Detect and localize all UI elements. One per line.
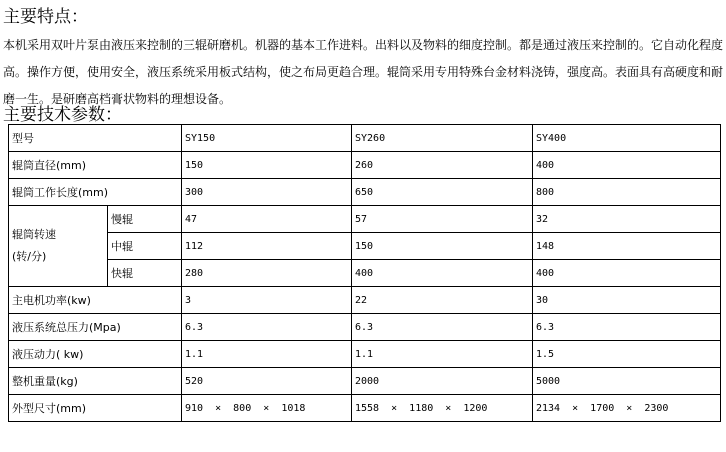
table-row [9, 206, 721, 233]
hydraulic-pressure-label: 液压系统总压力(Mpa) [9, 314, 182, 341]
table-row [9, 260, 721, 287]
model-cell: SY400 [533, 125, 721, 152]
model-cell: SY260 [352, 125, 533, 152]
slow-speed-cell: 47 [182, 206, 352, 233]
fast-speed-cell: 280 [182, 260, 352, 287]
table-row [9, 287, 721, 314]
diameter-cell: 400 [533, 152, 721, 179]
table-row [9, 395, 721, 422]
spec-table [8, 124, 721, 422]
dimensions-label: 外型尺寸(mm) [9, 395, 182, 422]
mid-speed-cell: 112 [182, 233, 352, 260]
diameter-cell: 150 [182, 152, 352, 179]
table-row [9, 152, 721, 179]
dimensions-cell: 2134 × 1700 × 2300 [533, 395, 721, 422]
fast-roller-label: 快辊 [108, 260, 182, 287]
fast-speed-cell: 400 [533, 260, 721, 287]
length-label: 辊筒工作长度(mm) [9, 179, 182, 206]
hydraulic-power-cell: 1.5 [533, 341, 721, 368]
dimensions-cell: 1558 × 1180 × 1200 [352, 395, 533, 422]
table-row [9, 179, 721, 206]
features-heading: 主要特点： [3, 7, 88, 27]
diameter-cell: 260 [352, 152, 533, 179]
weight-cell: 520 [182, 368, 352, 395]
motor-power-cell: 3 [182, 287, 352, 314]
motor-power-cell: 30 [533, 287, 721, 314]
speed-label-line1: 辊筒转速 [12, 228, 56, 241]
table-row [9, 125, 721, 152]
length-cell: 300 [182, 179, 352, 206]
hydraulic-power-cell: 1.1 [182, 341, 352, 368]
mid-speed-cell: 150 [352, 233, 533, 260]
table-row [9, 341, 721, 368]
mid-roller-label: 中辊 [108, 233, 182, 260]
hydraulic-pressure-cell: 6.3 [352, 314, 533, 341]
fast-speed-cell: 400 [352, 260, 533, 287]
weight-cell: 2000 [352, 368, 533, 395]
slow-speed-cell: 57 [352, 206, 533, 233]
hydraulic-pressure-cell: 6.3 [182, 314, 352, 341]
features-paragraph: 本机采用双叶片泵由液压来控制的三辊研磨机。机器的基本工作进料。出料以及物料的细度控制。都是通过液压来控制的。它自动化程度高。操作方便，使用安全，液压系统采用板式结构，使之布局更趋合理。辊筒采用专用特殊台金材料浇铸，强度高。表面具有高硬度和耐磨一生。是研磨高档膏状物料的理想设备。 [3, 38, 724, 106]
specs-heading: 主要技术参数： [3, 105, 122, 125]
speed-label-line2: (转/分) [12, 250, 47, 263]
table-row [9, 368, 721, 395]
dimensions-cell: 910 × 800 × 1018 [182, 395, 352, 422]
length-cell: 800 [533, 179, 721, 206]
model-cell: SY150 [182, 125, 352, 152]
mid-speed-cell: 148 [533, 233, 721, 260]
hydraulic-pressure-cell: 6.3 [533, 314, 721, 341]
motor-power-label: 主电机功率(kw) [9, 287, 182, 314]
weight-label: 整机重量(kg) [9, 368, 182, 395]
hydraulic-power-label: 液压动力( kw) [9, 341, 182, 368]
diameter-label: 辊筒直径(mm) [9, 152, 182, 179]
slow-roller-label: 慢辊 [108, 206, 182, 233]
length-cell: 650 [352, 179, 533, 206]
table-row [9, 314, 721, 341]
motor-power-cell: 22 [352, 287, 533, 314]
hydraulic-power-cell: 1.1 [352, 341, 533, 368]
slow-speed-cell: 32 [533, 206, 721, 233]
table-row [9, 233, 721, 260]
model-label: 型号 [9, 125, 182, 152]
speed-group-label [9, 206, 108, 287]
weight-cell: 5000 [533, 368, 721, 395]
